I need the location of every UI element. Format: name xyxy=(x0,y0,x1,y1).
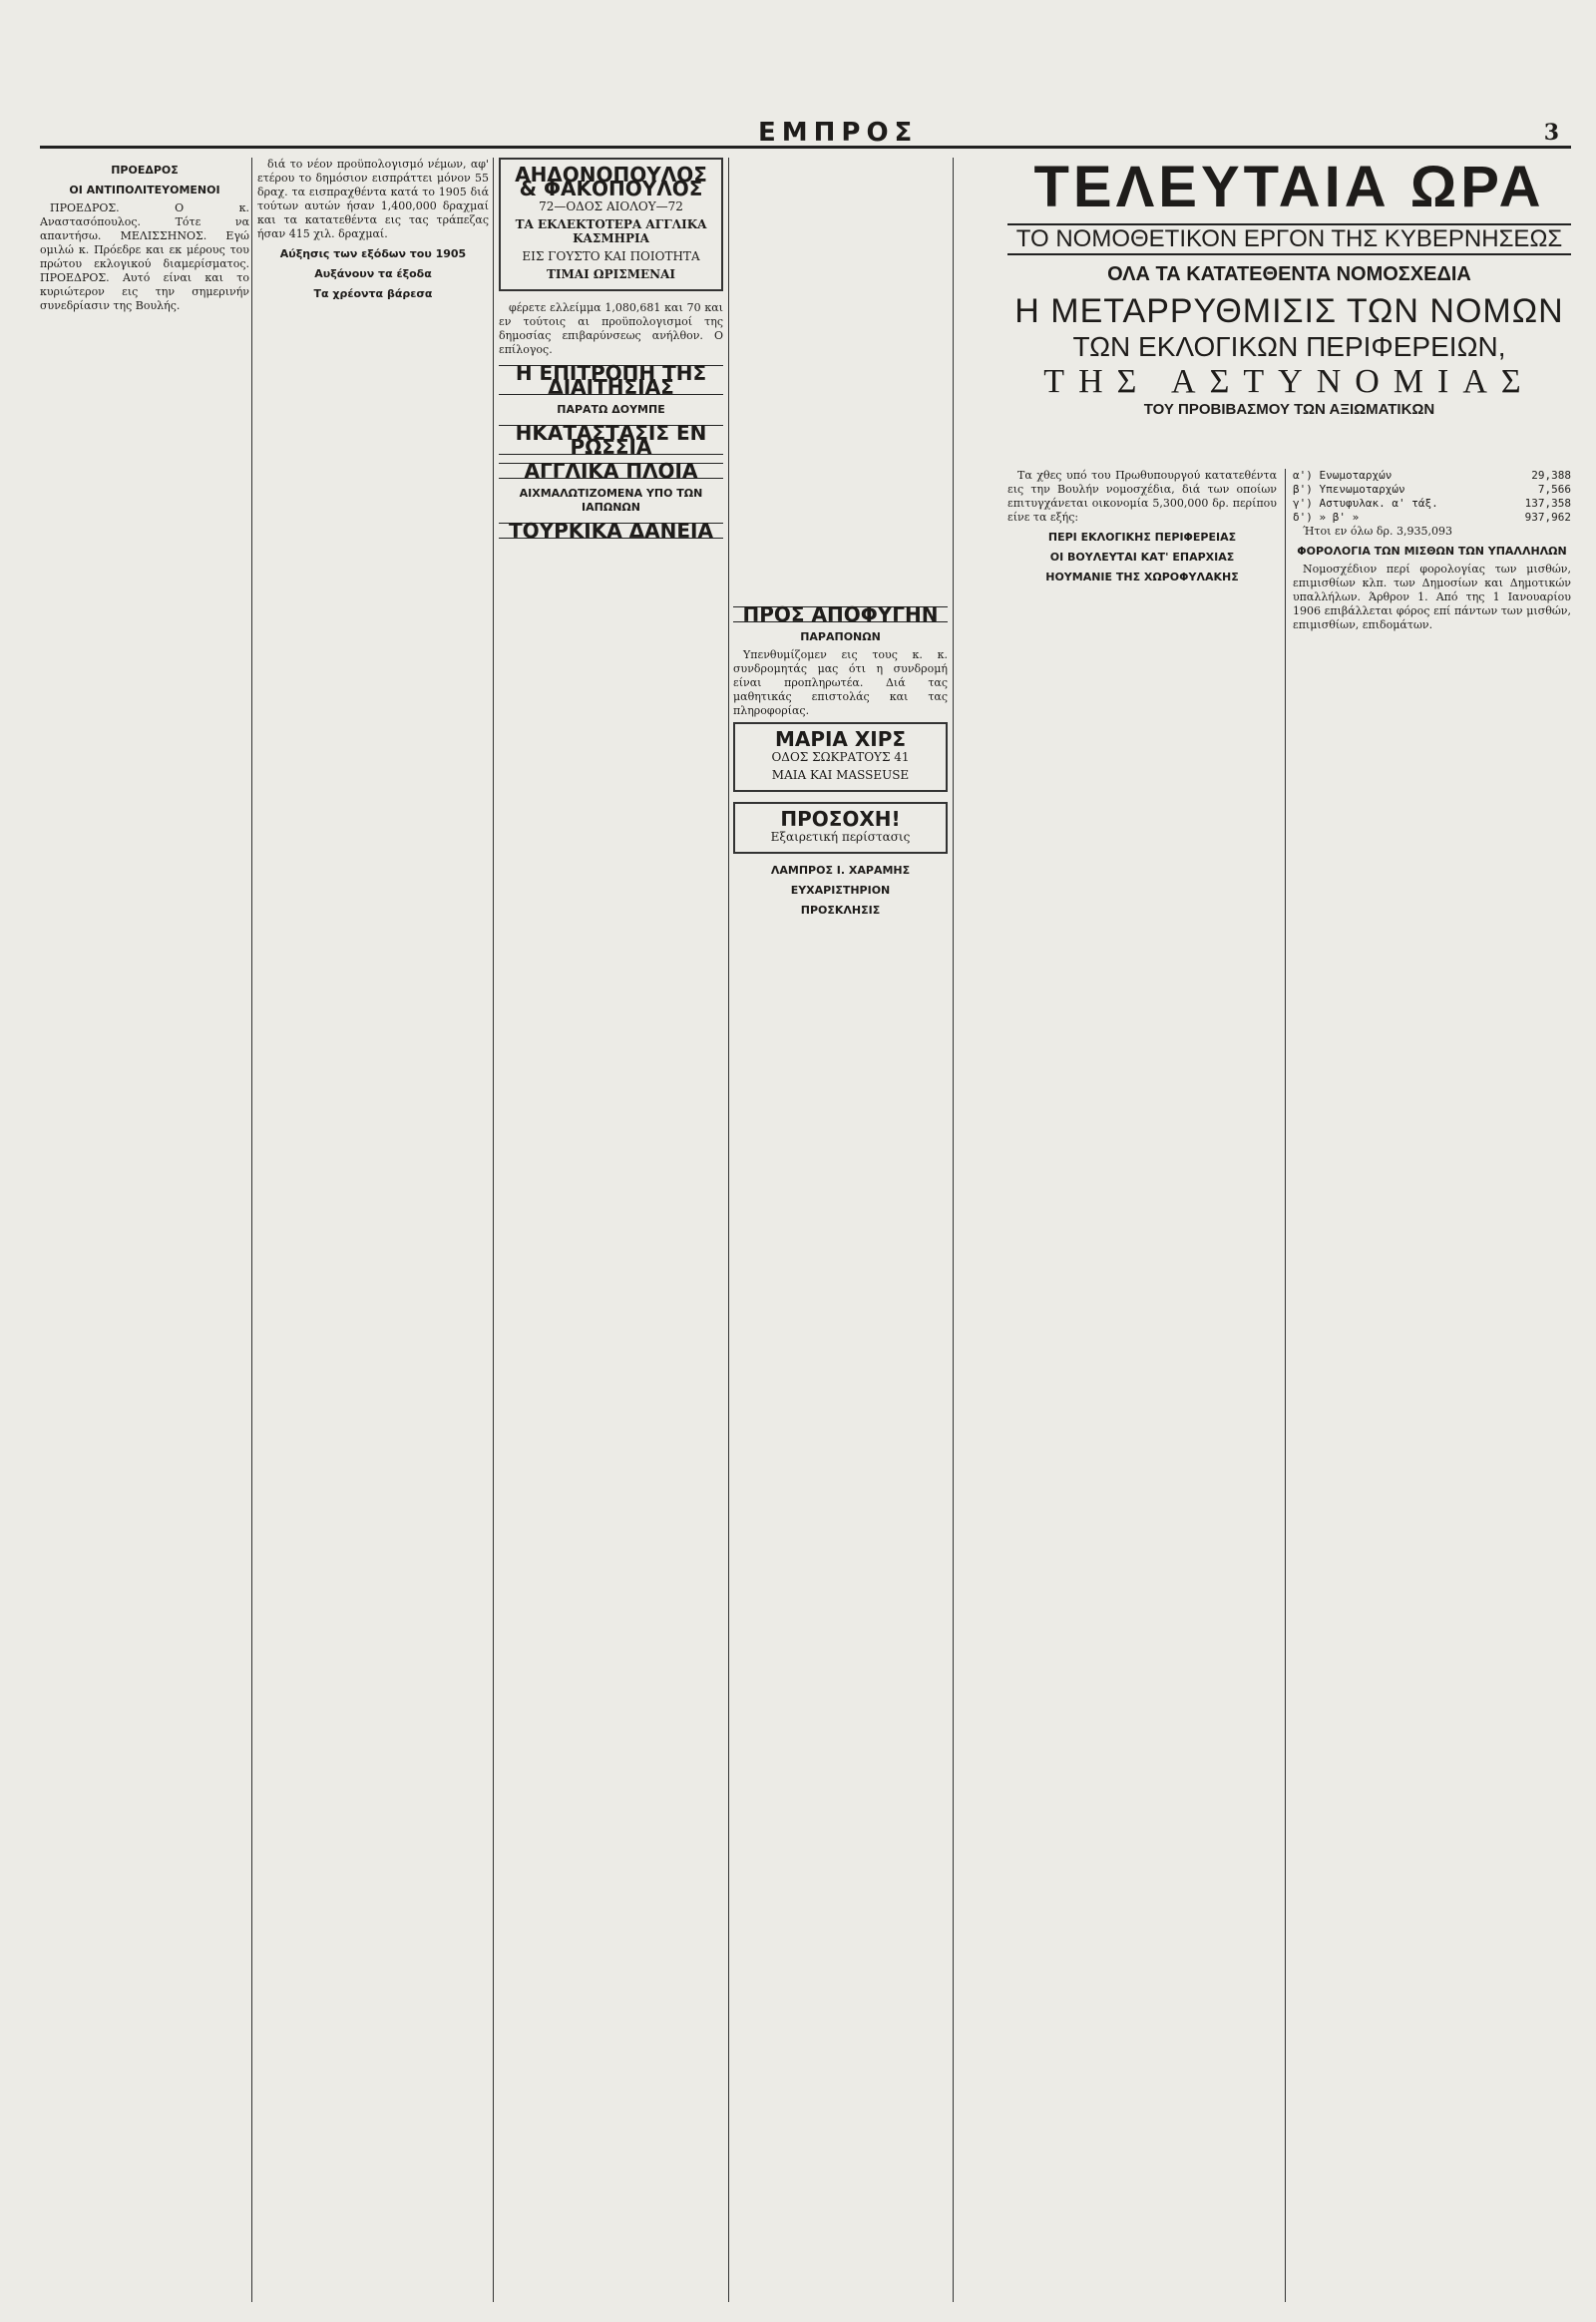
latest-subtitle-3: Η ΜΕΤΑΡΡΥΘΜΙΣΙΣ ΤΩΝ ΝΟΜΩΝ xyxy=(1014,292,1564,330)
ships-heading: ΑΓΓΛΙΚΑ ΠΛΟΙΑ xyxy=(499,463,723,479)
right-column-1-subheading-3: ΗΟΥΜΑΝΙΕ ΤΗΣ ΧΩΡΟΦΥΛΑΚΗΣ xyxy=(1045,571,1239,583)
column-3 xyxy=(499,158,723,2302)
stat-row: γ') Αστυφυλακ. α' τάξ. 137,358 xyxy=(1293,497,1571,510)
column-1-heading: ΠΡΟΕΔΡΟΣ xyxy=(111,164,179,177)
column-rule xyxy=(1285,469,1286,2302)
masthead xyxy=(40,118,1571,149)
column-1-subheading: ΟΙ ΑΝΤΙΠΟΛΙΤΕΥΟΜΕΝΟΙ xyxy=(69,184,220,196)
store-line-2: ΕΙΣ ΓΟΥΣΤΟ ΚΑΙ ΠΟΙΟΤΗΤΑ xyxy=(522,249,700,263)
column-2-text: διά το νέον προϋπολογισμό νέμων, αφ' ετέρου το δημόσιον εισπράττει μόνον 55 δραχ. τα εισπραχθέντα κατά το 1905 διά τούτων αυτών ήσαν 1,400,000 δραχμαί και τα κατατεθέντα εις τας τράπεζας ήσαν 415 χιλ. δραχμαί. xyxy=(257,158,489,240)
latest-subtitle-5: ΤΗΣ ΑΣΤΥΝΟΜΙΑΣ xyxy=(1043,363,1535,400)
right-column-1-subheading-2: ΟΙ ΒΟΥΛΕΥΤΑΙ ΚΑΤ' ΕΠΑΡΧΙΑΣ xyxy=(1049,551,1235,564)
stat-table xyxy=(1293,469,1571,525)
calls-heading: ΠΡΟΣΚΛΗΣΙΣ xyxy=(800,904,881,917)
right-column-1-text: Τα χθες υπό του Πρωθυπουργού κατατεθέντα εις την Βουλήν νομοσχέδια, διά των οποίων επιτυγχάνεται οικονομία 5,300,000 δρ. περίπου είνε τα εξής: xyxy=(1007,469,1277,524)
column-4 xyxy=(733,598,948,2302)
maria-name: ΜΑΡΙΑ ΧΙΡΣ xyxy=(774,727,907,751)
apofygi-heading: ΠΡΟΣ ΑΠΟΦΥΓΗΝ xyxy=(733,606,948,622)
ad-store xyxy=(499,158,723,291)
column-1 xyxy=(40,158,249,2302)
stat-row: δ') » β' » 937,962 xyxy=(1293,511,1571,524)
column-rule xyxy=(493,158,494,2302)
right-column-2-heading: ΦΟΡΟΛΟΓΙΑ ΤΩΝ ΜΙΣΘΩΝ ΤΩΝ ΥΠΑΛΛΗΛΩΝ xyxy=(1297,545,1567,558)
column-2-subheading-2: Τα χρέοντα βάρεσα xyxy=(313,287,433,300)
latest-subtitle-1: ΤΟ ΝΟΜΟΘΕΤΙΚΟΝ ΕΡΓΟΝ ΤΗΣ ΚΥΒΕΡΝΗΣΕΩΣ xyxy=(1007,223,1571,255)
column-1-text: ΠΡΟΕΔΡΟΣ. Ο κ. Αναστασόπουλος. Τότε να απαντήσω. ΜΕΛΙΣΣΗΝΟΣ. Εγώ ομιλώ κ. Πρόεδρε και εκ μέρους του πρώτου εκλογικού διαμερίσματος. ΠΡΟΕΔΡΟΣ. Αυτό είναι και το κυριώτερον εις την σημερινήν συνεδρίασιν της Βουλής. xyxy=(40,201,249,312)
lampros-heading: ΛΑΜΠΡΟΣ Ι. ΧΑΡΑΜΗΣ xyxy=(770,864,911,877)
latest-title: ΤΕΛΕΥΤΑΙΑ ΩΡΑ xyxy=(1033,155,1545,219)
thanks-heading: ΕΥΧΑΡΙΣΤΗΡΙΟΝ xyxy=(790,884,891,897)
right-column-2 xyxy=(1293,469,1571,2302)
right-column-2-text: Νομοσχέδιον περί φορολογίας των μισθών, επιμισθίων κλπ. των Δημοσίων και Δημοτικών υπαλλήλων. Άρθρον 1. Από της 1 Ιανουαρίου 1906 επιβάλλεται φόρος επί πάντων των μισθών, επιμισθίων, επιδομάτων. xyxy=(1293,563,1571,631)
column-rule xyxy=(728,158,729,2302)
store-prices: ΤΙΜΑΙ ΩΡΙΣΜΕΝΑΙ xyxy=(546,267,676,281)
stat-row: β') Υπενωμοταρχών 7,566 xyxy=(1293,483,1571,496)
prosoxi-subtitle: Εξαιρετική περίστασις xyxy=(770,830,911,844)
right-column-1 xyxy=(1007,469,1277,2302)
store-line: ΤΑ ΕΚΛΕΚΤΟΤΕΡΑ ΑΓΓΛΙΚΑ ΚΑΣΜΗΡΙΑ xyxy=(515,217,707,245)
maria-address: ΟΔΟΣ ΣΩΚΡΑΤΟΥΣ 41 xyxy=(771,750,910,764)
latest-subtitle-2: ΟΛΑ ΤΑ ΚΑΤΑΤΕΘΕΝΤΑ ΝΟΜΟΣΧΕΔΙΑ xyxy=(1107,263,1471,285)
column-rule xyxy=(953,158,954,2302)
column-2-heading: Αύξησις των εξόδων του 1905 xyxy=(279,247,467,260)
latest-subtitle-6: ΤΟΥ ΠΡΟΒΙΒΑΣΜΟΥ ΤΩΝ ΑΞΙΩΜΑΤΙΚΩΝ xyxy=(1143,401,1435,418)
store-address: 72—ΟΔΟΣ ΑΙΟΛΟΥ—72 xyxy=(539,199,683,213)
column-rule xyxy=(251,158,252,2302)
store-name: ΑΗΔΟΝΟΠΟΥΛΟΣ & ΦΑΚΟΠΟΥΛΟΣ xyxy=(515,163,707,200)
column-2-subheading: Αυξάνουν τα έξοδα xyxy=(314,267,432,280)
column-4-text: Υπενθυμίζομεν εις τους κ. κ. συνδρομητάς μας ότι η συνδρομή είναι προπληρωτέα. Διά τας μαθητικάς επιστολάς και τας πληροφορίας. xyxy=(733,648,948,717)
loans-heading: ΤΟΥΡΚΙΚΑ ΔΑΝΕΙΑ xyxy=(499,523,723,539)
ships-subheading: ΑΙΧΜΑΛΩΤΙΖΟΜΕΝΑ ΥΠΟ ΤΩΝ ΙΑΠΩΝΩΝ xyxy=(519,487,703,514)
russia-heading: ΗΚΑΤΑΣΤΑΣΙΣ ΕΝ ΡΩΣΣΙΑ xyxy=(499,425,723,455)
latest-news-block xyxy=(1007,155,1571,457)
commission-heading: Η ΕΠΙΤΡΟΠΗ ΤΗΣ ΔΙΑΙΤΗΣΙΑΣ xyxy=(499,365,723,395)
newspaper-title: ΕΜΠΡΟΣ xyxy=(758,118,919,148)
right-column-1-heading: ΠΕΡΙ ΕΚΛΟΓΙΚΗΣ ΠΕΡΙΦΕΡΕΙΑΣ xyxy=(1047,531,1237,544)
column-3-text: φέρετε ελλείμμα 1,080,681 και 70 και εν τούτοις αι προϋπολογισμοί της δημοσίας επιβαρύνσεως ανήλθον. Ο επίλογος. xyxy=(499,301,723,356)
prosoxi-heading: ΠΡΟΣΟΧΗ! xyxy=(780,807,901,831)
maria-subtitle: ΜΑΙΑ ΚΑΙ MASSEUSE xyxy=(771,768,910,782)
ad-maria xyxy=(733,722,948,792)
commission-subheading: ΠΑΡΑΤΩ ΔΟΥΜΠΕ xyxy=(557,403,665,416)
ad-prosoxi xyxy=(733,802,948,854)
parapono-heading: ΠΑΡΑΠΟΝΩΝ xyxy=(800,630,881,643)
latest-subtitle-4: ΤΩΝ ΕΚΛΟΓΙΚΩΝ ΠΕΡΙΦΕΡΕΙΩΝ, xyxy=(1072,331,1506,362)
column-2 xyxy=(257,158,489,2302)
stat-total: Ήτοι εν όλω δρ. 3,935,093 xyxy=(1303,525,1452,538)
page-number: 3 xyxy=(1543,120,1559,146)
stat-row: α') Ενωμοταρχών 29,388 xyxy=(1293,469,1571,482)
